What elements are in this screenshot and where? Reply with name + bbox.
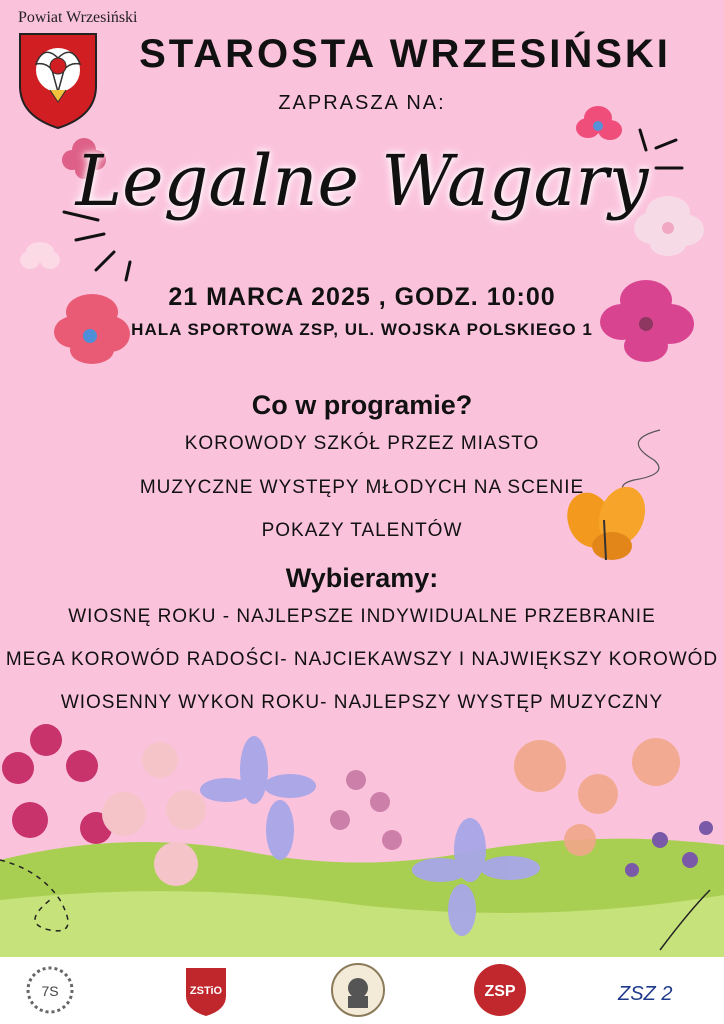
awards-heading: Wybieramy: [285, 563, 439, 593]
header-subtitle: ZAPRASZA NA: [278, 92, 446, 114]
award-item: MEGA KOROWÓD RADOŚCI- NAJCIEKAWSZY I NAJWIĘKSZY KOROWÓD [5, 649, 719, 670]
school-logo-3 [330, 962, 386, 1018]
svg-text:7S: 7S [41, 983, 59, 999]
school-logo-1 [22, 962, 78, 1018]
school-logo-2 [178, 962, 234, 1018]
school-logo-zsz2-text: ZSZ 2 [618, 983, 673, 1005]
header-title: STAROSTA WRZESIŃSKI [139, 32, 671, 76]
school-logo-zsp-text: ZSP [484, 983, 516, 1000]
award-item: WIOSNĘ ROKU - NAJLEPSZE INDYWIDUALNE PRZEBRANIE [68, 606, 656, 627]
event-venue: HALA SPORTOWA ZSP, UL. WOJSKA POLSKIEGO 1 [131, 320, 593, 339]
program-item: MUZYCZNE WYSTĘPY MŁODYCH NA SCENIE [139, 477, 585, 498]
butterfly-illustration [560, 420, 670, 580]
decorative-garden [0, 710, 724, 960]
event-name: Legalne Wagary [75, 140, 649, 222]
school-logo-zsp [472, 962, 528, 1018]
program-item: KOROWODY SZKÓŁ PRZEZ MIASTO [184, 433, 540, 454]
event-date: 21 MARCA 2025 , GODZ. 10:00 [168, 283, 556, 311]
program-heading: Co w programie? [251, 390, 473, 420]
award-item: WIOSENNY WYKON ROKU- NAJLEPSZY WYSTĘP MUZYCZNY [60, 692, 664, 713]
school-logo-zsz2 [614, 962, 700, 1018]
crest-text: Powiat Wrzesiński [18, 9, 138, 26]
program-item: POKAZY TALENTÓW [261, 520, 463, 541]
school-logo-2-text: ZSTiO [189, 985, 223, 997]
